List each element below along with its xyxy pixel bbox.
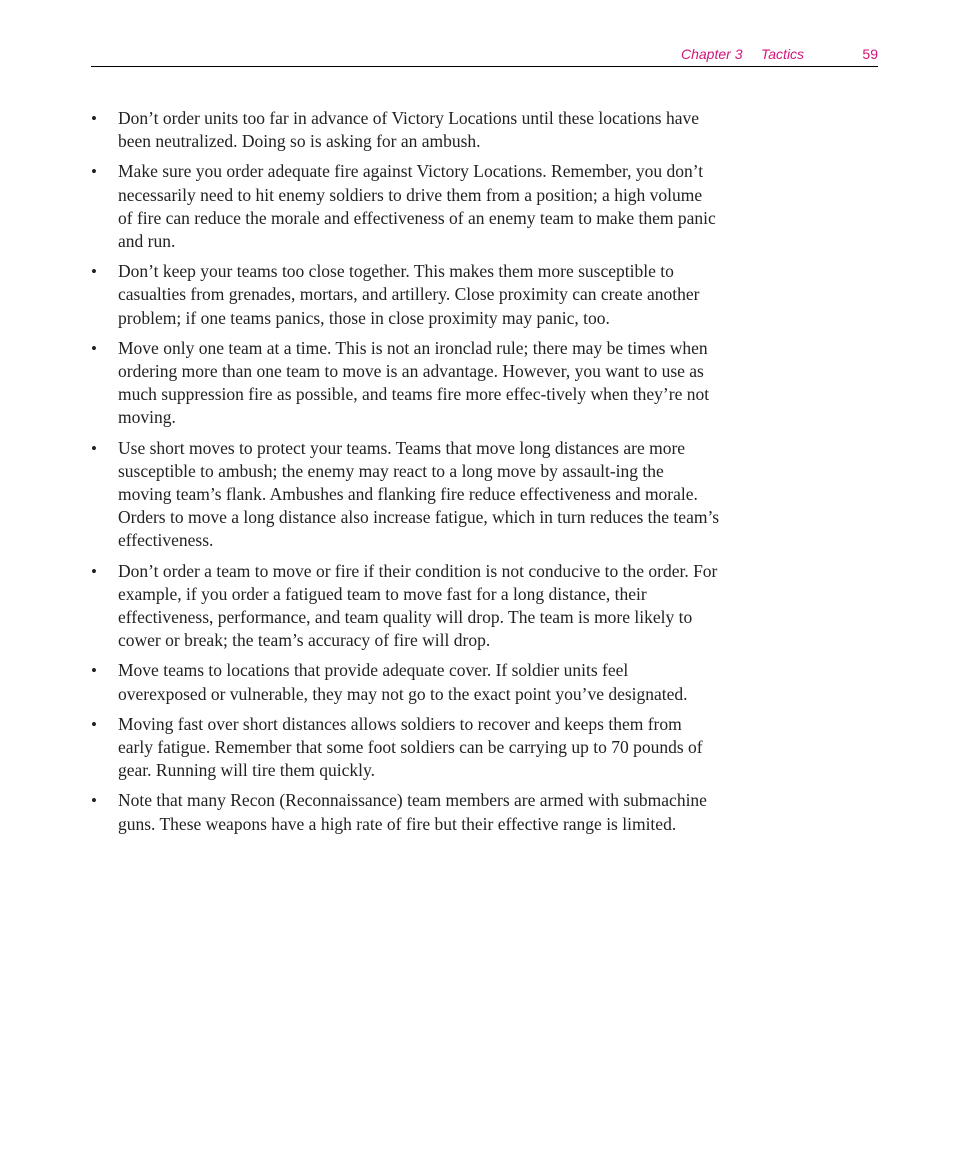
bullet-item [91, 260, 721, 330]
tactics-bullet-list [91, 107, 721, 843]
bullet-icon: • [91, 438, 97, 458]
bullet-text: Move teams to locations that provide adequate cover. If soldier units feel overexposed or vulnerable, they may not go to the exact point you’ve designated. [118, 660, 688, 704]
bullet-item [91, 337, 721, 430]
bullet-text: Make sure you order adequate fire against Victory Locations. Remember, you don’t necessarily need to hit enemy soldiers to drive them from a position; a high volume of fire can reduce the morale and effectiveness of an enemy team to make them panic and run. [118, 161, 716, 252]
bullet-icon: • [91, 109, 97, 128]
bullet-text: Move only one team at a time. This is not an ironclad rule; there may be times when ordering more than one team to move is an advantage. However, you want to use as much suppression fire as possible, and teams fire more effec-tively when they’re not moving. [118, 337, 710, 428]
bullet-icon: • [91, 714, 97, 734]
header-section-title: Tactics [761, 46, 805, 62]
bullet-icon: • [91, 661, 97, 681]
header-chapter: Chapter 3 [681, 46, 743, 62]
bullet-text: Use short moves to protect your teams. Teams that move long distances are more susceptible to ambush; the enemy may react to a long move by assault-ing the moving team’s flank. Ambushes and flanking fire reduce effectiveness and morale. Orders to move a long distance also increase fatigue, which in turn reduces the team’s effectiveness. [118, 437, 720, 551]
bullet-text: Don’t keep your teams too close together. This makes them more susceptible to casualties from grenades, mortars, and artillery. Close proximity can create another problem; if one teams panics, those in close proximity may panic, too. [118, 261, 700, 328]
page-number: 59 [862, 46, 878, 62]
bullet-icon: • [91, 262, 97, 282]
bullet-item [91, 107, 721, 153]
bullet-item [91, 160, 721, 253]
bullet-item [91, 789, 721, 835]
bullet-icon: • [91, 791, 97, 811]
bullet-item [91, 713, 721, 783]
bullet-text: Don’t order a team to move or fire if their condition is not conducive to the order. For example, if you order a fatigued team to move fast for a long distance, their effectiveness, performance, and team quality will drop. The team is more likely to cower or break; the team’s accuracy of fire will drop. [118, 560, 718, 651]
bullet-item [91, 560, 721, 653]
bullet-icon: • [91, 561, 97, 581]
bullet-text: Moving fast over short distances allows soldiers to recover and keeps them from early fatigue. Remember that some foot soldiers can be carrying up to 70 pounds of gear. Running will tire them quickly. [118, 713, 703, 781]
bullet-icon: • [91, 338, 97, 358]
bullet-text: Note that many Recon (Reconnaissance) team members are armed with submachine guns. These weapons have a high rate of fire but their effective range is limited. [118, 790, 707, 834]
running-header [91, 44, 878, 67]
bullet-text: Don’t order units too far in advance of Victory Locations until these locations have been neutralized. Doing so is asking for an ambush. [118, 108, 699, 152]
bullet-item [91, 437, 721, 553]
bullet-item [91, 659, 721, 705]
bullet-icon: • [91, 162, 97, 182]
